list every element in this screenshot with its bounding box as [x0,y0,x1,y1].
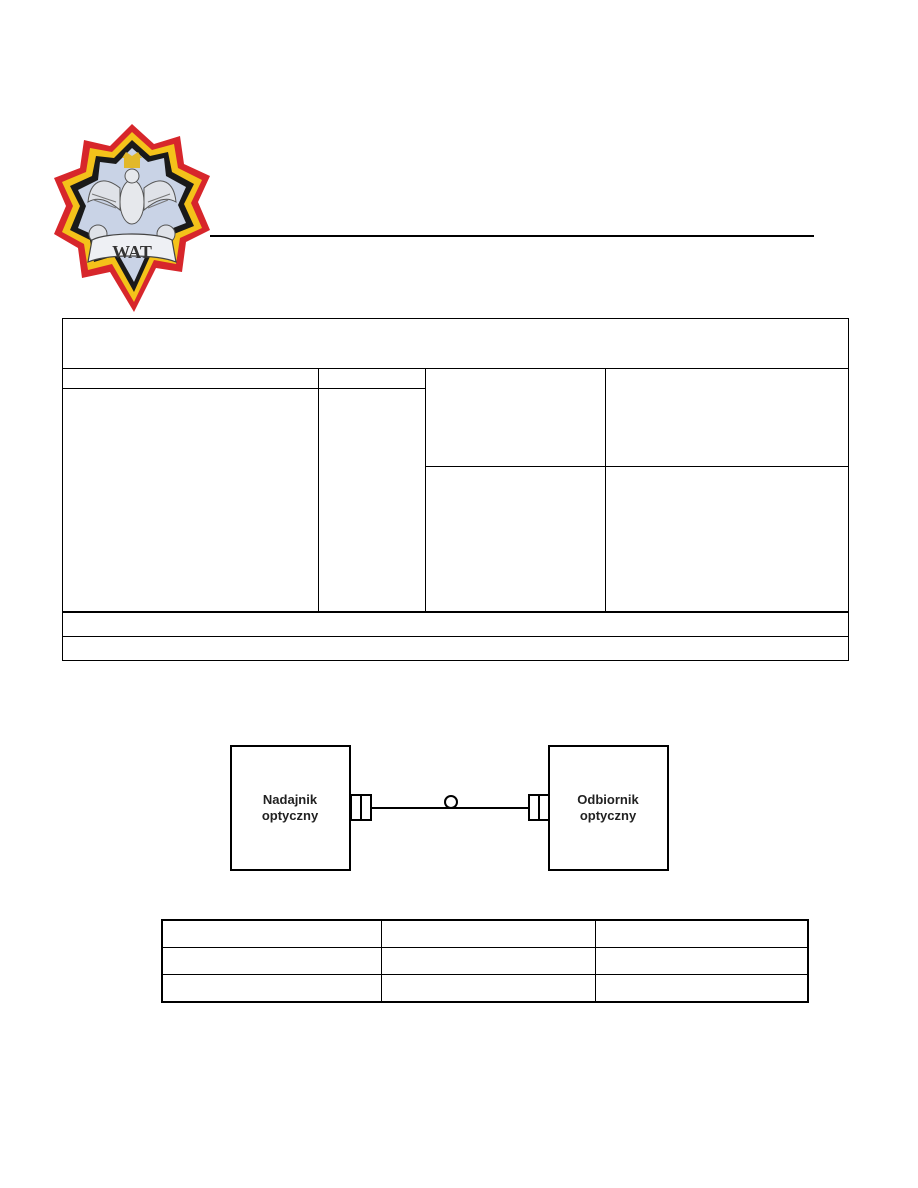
form-row-divider [425,466,848,467]
receiver-label-line1: Odbiornik [577,792,639,807]
table-cell [382,920,596,948]
table-cell [162,920,382,948]
header-rule [210,235,814,237]
table-cell [596,975,809,1003]
table-row [162,975,808,1003]
fiber-coil-icon [445,796,457,808]
form-row-divider [63,611,848,613]
table-cell [162,975,382,1003]
form-row-divider [63,388,425,389]
eagle-crest-icon [52,122,212,314]
table-cell [596,948,809,975]
logo-wat-text: WAT [112,242,152,262]
table-cell [382,975,596,1003]
table-row [162,948,808,975]
form-column-divider [605,368,606,611]
wat-logo [52,122,212,314]
table-cell [596,920,809,948]
form-row-divider [63,636,848,637]
transmitter-label-line1: Nadajnik [262,792,318,807]
form-row-divider [63,368,848,369]
transmitter-label-line2: optyczny [261,808,319,823]
table-cell [162,948,382,975]
info-form-table [62,318,849,661]
measurement-table [161,919,809,1003]
optical-link-diagram [165,725,755,890]
table-cell [382,948,596,975]
form-column-divider [318,368,319,611]
receiver-label-line2: optyczny [579,808,637,823]
form-column-divider [425,368,426,611]
table-row [162,920,808,948]
